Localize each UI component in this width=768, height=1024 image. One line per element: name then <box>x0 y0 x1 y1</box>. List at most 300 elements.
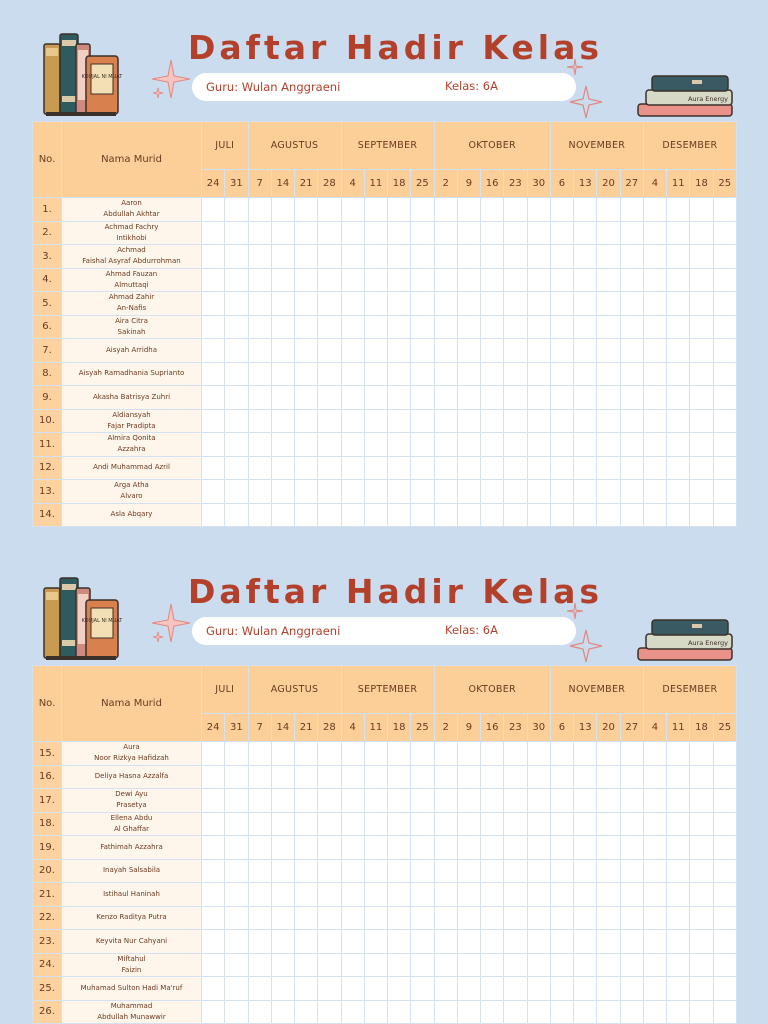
attendance-cell[interactable] <box>388 268 411 292</box>
attendance-cell[interactable] <box>667 292 690 316</box>
attendance-cell[interactable] <box>643 315 666 339</box>
attendance-cell[interactable] <box>318 883 341 907</box>
attendance-cell[interactable] <box>202 789 225 813</box>
attendance-cell[interactable] <box>295 977 318 1001</box>
attendance-cell[interactable] <box>341 198 364 222</box>
attendance-cell[interactable] <box>248 859 271 883</box>
attendance-cell[interactable] <box>457 480 480 504</box>
attendance-cell[interactable] <box>643 906 666 930</box>
attendance-cell[interactable] <box>318 977 341 1001</box>
attendance-cell[interactable] <box>620 409 643 433</box>
attendance-cell[interactable] <box>620 1000 643 1024</box>
attendance-cell[interactable] <box>411 221 434 245</box>
attendance-cell[interactable] <box>574 836 597 860</box>
attendance-cell[interactable] <box>481 977 504 1001</box>
attendance-cell[interactable] <box>434 953 457 977</box>
attendance-cell[interactable] <box>481 742 504 766</box>
attendance-cell[interactable] <box>388 386 411 410</box>
attendance-cell[interactable] <box>411 362 434 386</box>
attendance-cell[interactable] <box>504 362 527 386</box>
attendance-cell[interactable] <box>713 221 736 245</box>
attendance-cell[interactable] <box>411 292 434 316</box>
attendance-cell[interactable] <box>295 221 318 245</box>
attendance-cell[interactable] <box>295 315 318 339</box>
attendance-cell[interactable] <box>364 268 387 292</box>
attendance-cell[interactable] <box>690 742 713 766</box>
attendance-cell[interactable] <box>667 386 690 410</box>
attendance-cell[interactable] <box>388 977 411 1001</box>
attendance-cell[interactable] <box>574 977 597 1001</box>
attendance-cell[interactable] <box>411 433 434 457</box>
attendance-cell[interactable] <box>434 245 457 269</box>
attendance-cell[interactable] <box>271 433 294 457</box>
attendance-cell[interactable] <box>481 836 504 860</box>
attendance-cell[interactable] <box>620 906 643 930</box>
attendance-cell[interactable] <box>271 503 294 527</box>
attendance-cell[interactable] <box>271 906 294 930</box>
attendance-cell[interactable] <box>667 456 690 480</box>
attendance-cell[interactable] <box>364 836 387 860</box>
attendance-cell[interactable] <box>597 221 620 245</box>
attendance-cell[interactable] <box>690 221 713 245</box>
attendance-cell[interactable] <box>504 503 527 527</box>
attendance-cell[interactable] <box>271 245 294 269</box>
attendance-cell[interactable] <box>481 789 504 813</box>
attendance-cell[interactable] <box>225 409 248 433</box>
attendance-cell[interactable] <box>457 221 480 245</box>
attendance-cell[interactable] <box>574 198 597 222</box>
attendance-cell[interactable] <box>318 906 341 930</box>
attendance-cell[interactable] <box>248 362 271 386</box>
attendance-cell[interactable] <box>295 433 318 457</box>
attendance-cell[interactable] <box>225 386 248 410</box>
attendance-cell[interactable] <box>504 765 527 789</box>
attendance-cell[interactable] <box>690 386 713 410</box>
attendance-cell[interactable] <box>388 930 411 954</box>
attendance-cell[interactable] <box>643 480 666 504</box>
attendance-cell[interactable] <box>202 836 225 860</box>
attendance-cell[interactable] <box>271 812 294 836</box>
attendance-cell[interactable] <box>295 812 318 836</box>
attendance-cell[interactable] <box>295 859 318 883</box>
attendance-cell[interactable] <box>341 503 364 527</box>
attendance-cell[interactable] <box>202 362 225 386</box>
attendance-cell[interactable] <box>667 859 690 883</box>
attendance-cell[interactable] <box>713 812 736 836</box>
attendance-cell[interactable] <box>341 339 364 363</box>
attendance-cell[interactable] <box>504 906 527 930</box>
attendance-cell[interactable] <box>271 456 294 480</box>
attendance-cell[interactable] <box>504 386 527 410</box>
attendance-cell[interactable] <box>341 789 364 813</box>
attendance-cell[interactable] <box>690 836 713 860</box>
attendance-cell[interactable] <box>527 268 550 292</box>
attendance-cell[interactable] <box>481 503 504 527</box>
attendance-cell[interactable] <box>295 456 318 480</box>
attendance-cell[interactable] <box>202 1000 225 1024</box>
attendance-cell[interactable] <box>620 268 643 292</box>
attendance-cell[interactable] <box>527 386 550 410</box>
attendance-cell[interactable] <box>481 812 504 836</box>
attendance-cell[interactable] <box>434 362 457 386</box>
attendance-cell[interactable] <box>620 456 643 480</box>
attendance-cell[interactable] <box>434 503 457 527</box>
attendance-cell[interactable] <box>713 315 736 339</box>
attendance-cell[interactable] <box>341 883 364 907</box>
attendance-cell[interactable] <box>574 268 597 292</box>
attendance-cell[interactable] <box>434 930 457 954</box>
attendance-cell[interactable] <box>643 245 666 269</box>
attendance-cell[interactable] <box>550 292 573 316</box>
attendance-cell[interactable] <box>457 859 480 883</box>
attendance-cell[interactable] <box>481 362 504 386</box>
attendance-cell[interactable] <box>202 221 225 245</box>
attendance-cell[interactable] <box>667 789 690 813</box>
attendance-cell[interactable] <box>295 836 318 860</box>
attendance-cell[interactable] <box>574 1000 597 1024</box>
attendance-cell[interactable] <box>527 859 550 883</box>
attendance-cell[interactable] <box>550 930 573 954</box>
attendance-cell[interactable] <box>271 765 294 789</box>
attendance-cell[interactable] <box>550 456 573 480</box>
attendance-cell[interactable] <box>411 1000 434 1024</box>
attendance-cell[interactable] <box>202 883 225 907</box>
attendance-cell[interactable] <box>457 456 480 480</box>
attendance-cell[interactable] <box>341 315 364 339</box>
attendance-cell[interactable] <box>550 977 573 1001</box>
attendance-cell[interactable] <box>574 503 597 527</box>
attendance-cell[interactable] <box>318 953 341 977</box>
attendance-cell[interactable] <box>550 409 573 433</box>
attendance-cell[interactable] <box>341 977 364 1001</box>
attendance-cell[interactable] <box>550 503 573 527</box>
attendance-cell[interactable] <box>527 503 550 527</box>
attendance-cell[interactable] <box>690 315 713 339</box>
attendance-cell[interactable] <box>620 221 643 245</box>
attendance-cell[interactable] <box>667 245 690 269</box>
attendance-cell[interactable] <box>643 789 666 813</box>
attendance-cell[interactable] <box>271 883 294 907</box>
attendance-cell[interactable] <box>411 836 434 860</box>
attendance-cell[interactable] <box>271 292 294 316</box>
attendance-cell[interactable] <box>597 362 620 386</box>
attendance-cell[interactable] <box>667 315 690 339</box>
attendance-cell[interactable] <box>574 742 597 766</box>
attendance-cell[interactable] <box>550 1000 573 1024</box>
attendance-cell[interactable] <box>527 409 550 433</box>
attendance-cell[interactable] <box>574 930 597 954</box>
attendance-cell[interactable] <box>574 221 597 245</box>
attendance-cell[interactable] <box>481 245 504 269</box>
attendance-cell[interactable] <box>690 977 713 1001</box>
attendance-cell[interactable] <box>643 362 666 386</box>
attendance-cell[interactable] <box>411 765 434 789</box>
attendance-cell[interactable] <box>667 433 690 457</box>
attendance-cell[interactable] <box>341 930 364 954</box>
attendance-cell[interactable] <box>225 930 248 954</box>
attendance-cell[interactable] <box>574 480 597 504</box>
attendance-cell[interactable] <box>690 409 713 433</box>
attendance-cell[interactable] <box>388 409 411 433</box>
attendance-cell[interactable] <box>690 456 713 480</box>
attendance-cell[interactable] <box>574 362 597 386</box>
attendance-cell[interactable] <box>504 409 527 433</box>
attendance-cell[interactable] <box>248 977 271 1001</box>
attendance-cell[interactable] <box>388 245 411 269</box>
attendance-cell[interactable] <box>411 883 434 907</box>
attendance-cell[interactable] <box>271 221 294 245</box>
attendance-cell[interactable] <box>667 221 690 245</box>
attendance-cell[interactable] <box>504 883 527 907</box>
attendance-cell[interactable] <box>364 812 387 836</box>
attendance-cell[interactable] <box>341 812 364 836</box>
attendance-cell[interactable] <box>504 292 527 316</box>
attendance-cell[interactable] <box>295 742 318 766</box>
attendance-cell[interactable] <box>457 362 480 386</box>
attendance-cell[interactable] <box>550 386 573 410</box>
attendance-cell[interactable] <box>690 883 713 907</box>
attendance-cell[interactable] <box>574 953 597 977</box>
attendance-cell[interactable] <box>248 930 271 954</box>
attendance-cell[interactable] <box>713 836 736 860</box>
attendance-cell[interactable] <box>295 245 318 269</box>
attendance-cell[interactable] <box>434 292 457 316</box>
attendance-cell[interactable] <box>713 503 736 527</box>
attendance-cell[interactable] <box>690 198 713 222</box>
attendance-cell[interactable] <box>527 765 550 789</box>
attendance-cell[interactable] <box>318 198 341 222</box>
attendance-cell[interactable] <box>388 221 411 245</box>
attendance-cell[interactable] <box>713 930 736 954</box>
attendance-cell[interactable] <box>690 480 713 504</box>
attendance-cell[interactable] <box>364 1000 387 1024</box>
attendance-cell[interactable] <box>481 433 504 457</box>
attendance-cell[interactable] <box>597 1000 620 1024</box>
attendance-cell[interactable] <box>202 503 225 527</box>
attendance-cell[interactable] <box>457 198 480 222</box>
attendance-cell[interactable] <box>202 812 225 836</box>
attendance-cell[interactable] <box>341 765 364 789</box>
attendance-cell[interactable] <box>527 362 550 386</box>
attendance-cell[interactable] <box>202 930 225 954</box>
attendance-cell[interactable] <box>457 930 480 954</box>
attendance-cell[interactable] <box>271 742 294 766</box>
attendance-cell[interactable] <box>318 245 341 269</box>
attendance-cell[interactable] <box>341 292 364 316</box>
attendance-cell[interactable] <box>411 315 434 339</box>
attendance-cell[interactable] <box>364 480 387 504</box>
attendance-cell[interactable] <box>388 480 411 504</box>
attendance-cell[interactable] <box>457 268 480 292</box>
attendance-cell[interactable] <box>295 198 318 222</box>
attendance-cell[interactable] <box>667 883 690 907</box>
attendance-cell[interactable] <box>202 456 225 480</box>
attendance-cell[interactable] <box>504 268 527 292</box>
attendance-cell[interactable] <box>225 883 248 907</box>
attendance-cell[interactable] <box>504 789 527 813</box>
attendance-cell[interactable] <box>202 315 225 339</box>
attendance-cell[interactable] <box>667 742 690 766</box>
attendance-cell[interactable] <box>271 859 294 883</box>
attendance-cell[interactable] <box>202 268 225 292</box>
attendance-cell[interactable] <box>202 480 225 504</box>
attendance-cell[interactable] <box>620 977 643 1001</box>
attendance-cell[interactable] <box>318 221 341 245</box>
attendance-cell[interactable] <box>225 906 248 930</box>
attendance-cell[interactable] <box>667 765 690 789</box>
attendance-cell[interactable] <box>597 742 620 766</box>
attendance-cell[interactable] <box>202 339 225 363</box>
attendance-cell[interactable] <box>318 386 341 410</box>
attendance-cell[interactable] <box>318 480 341 504</box>
attendance-cell[interactable] <box>620 812 643 836</box>
attendance-cell[interactable] <box>504 221 527 245</box>
attendance-cell[interactable] <box>271 339 294 363</box>
attendance-cell[interactable] <box>597 953 620 977</box>
attendance-cell[interactable] <box>434 386 457 410</box>
attendance-cell[interactable] <box>364 977 387 1001</box>
attendance-cell[interactable] <box>597 292 620 316</box>
attendance-cell[interactable] <box>434 268 457 292</box>
attendance-cell[interactable] <box>574 906 597 930</box>
attendance-cell[interactable] <box>434 409 457 433</box>
attendance-cell[interactable] <box>527 198 550 222</box>
attendance-cell[interactable] <box>713 386 736 410</box>
attendance-cell[interactable] <box>318 930 341 954</box>
attendance-cell[interactable] <box>643 198 666 222</box>
attendance-cell[interactable] <box>713 789 736 813</box>
attendance-cell[interactable] <box>481 883 504 907</box>
attendance-cell[interactable] <box>225 362 248 386</box>
attendance-cell[interactable] <box>620 836 643 860</box>
attendance-cell[interactable] <box>667 930 690 954</box>
attendance-cell[interactable] <box>434 339 457 363</box>
attendance-cell[interactable] <box>225 339 248 363</box>
attendance-cell[interactable] <box>202 433 225 457</box>
attendance-cell[interactable] <box>295 930 318 954</box>
attendance-cell[interactable] <box>388 362 411 386</box>
attendance-cell[interactable] <box>667 503 690 527</box>
attendance-cell[interactable] <box>574 789 597 813</box>
attendance-cell[interactable] <box>481 906 504 930</box>
attendance-cell[interactable] <box>295 1000 318 1024</box>
attendance-cell[interactable] <box>411 812 434 836</box>
attendance-cell[interactable] <box>457 906 480 930</box>
attendance-cell[interactable] <box>318 409 341 433</box>
attendance-cell[interactable] <box>411 906 434 930</box>
attendance-cell[interactable] <box>248 245 271 269</box>
attendance-cell[interactable] <box>248 742 271 766</box>
attendance-cell[interactable] <box>527 977 550 1001</box>
attendance-cell[interactable] <box>248 409 271 433</box>
attendance-cell[interactable] <box>481 339 504 363</box>
attendance-cell[interactable] <box>434 765 457 789</box>
attendance-cell[interactable] <box>434 789 457 813</box>
attendance-cell[interactable] <box>620 315 643 339</box>
attendance-cell[interactable] <box>341 859 364 883</box>
attendance-cell[interactable] <box>504 198 527 222</box>
attendance-cell[interactable] <box>667 953 690 977</box>
attendance-cell[interactable] <box>434 315 457 339</box>
attendance-cell[interactable] <box>341 480 364 504</box>
attendance-cell[interactable] <box>225 1000 248 1024</box>
attendance-cell[interactable] <box>271 198 294 222</box>
attendance-cell[interactable] <box>713 245 736 269</box>
attendance-cell[interactable] <box>713 409 736 433</box>
attendance-cell[interactable] <box>411 789 434 813</box>
attendance-cell[interactable] <box>643 268 666 292</box>
attendance-cell[interactable] <box>271 409 294 433</box>
attendance-cell[interactable] <box>225 953 248 977</box>
attendance-cell[interactable] <box>364 906 387 930</box>
attendance-cell[interactable] <box>225 503 248 527</box>
attendance-cell[interactable] <box>713 362 736 386</box>
attendance-cell[interactable] <box>411 386 434 410</box>
attendance-cell[interactable] <box>341 245 364 269</box>
attendance-cell[interactable] <box>318 812 341 836</box>
attendance-cell[interactable] <box>597 977 620 1001</box>
attendance-cell[interactable] <box>597 789 620 813</box>
attendance-cell[interactable] <box>527 812 550 836</box>
attendance-cell[interactable] <box>643 339 666 363</box>
attendance-cell[interactable] <box>527 456 550 480</box>
attendance-cell[interactable] <box>597 930 620 954</box>
attendance-cell[interactable] <box>202 859 225 883</box>
attendance-cell[interactable] <box>388 883 411 907</box>
attendance-cell[interactable] <box>690 953 713 977</box>
attendance-cell[interactable] <box>620 362 643 386</box>
attendance-cell[interactable] <box>620 930 643 954</box>
attendance-cell[interactable] <box>481 1000 504 1024</box>
attendance-cell[interactable] <box>643 503 666 527</box>
attendance-cell[interactable] <box>481 292 504 316</box>
attendance-cell[interactable] <box>550 315 573 339</box>
attendance-cell[interactable] <box>643 883 666 907</box>
attendance-cell[interactable] <box>341 409 364 433</box>
attendance-cell[interactable] <box>318 339 341 363</box>
attendance-cell[interactable] <box>271 836 294 860</box>
attendance-cell[interactable] <box>620 292 643 316</box>
attendance-cell[interactable] <box>388 433 411 457</box>
attendance-cell[interactable] <box>364 953 387 977</box>
attendance-cell[interactable] <box>597 198 620 222</box>
attendance-cell[interactable] <box>574 883 597 907</box>
attendance-cell[interactable] <box>434 742 457 766</box>
attendance-cell[interactable] <box>643 1000 666 1024</box>
attendance-cell[interactable] <box>643 292 666 316</box>
attendance-cell[interactable] <box>388 789 411 813</box>
attendance-cell[interactable] <box>341 362 364 386</box>
attendance-cell[interactable] <box>574 315 597 339</box>
attendance-cell[interactable] <box>318 836 341 860</box>
attendance-cell[interactable] <box>318 765 341 789</box>
attendance-cell[interactable] <box>364 409 387 433</box>
attendance-cell[interactable] <box>295 503 318 527</box>
attendance-cell[interactable] <box>248 765 271 789</box>
attendance-cell[interactable] <box>202 906 225 930</box>
attendance-cell[interactable] <box>457 789 480 813</box>
attendance-cell[interactable] <box>690 503 713 527</box>
attendance-cell[interactable] <box>620 883 643 907</box>
attendance-cell[interactable] <box>457 339 480 363</box>
attendance-cell[interactable] <box>667 480 690 504</box>
attendance-cell[interactable] <box>457 765 480 789</box>
attendance-cell[interactable] <box>341 1000 364 1024</box>
attendance-cell[interactable] <box>388 339 411 363</box>
attendance-cell[interactable] <box>457 953 480 977</box>
attendance-cell[interactable] <box>248 339 271 363</box>
attendance-cell[interactable] <box>690 812 713 836</box>
